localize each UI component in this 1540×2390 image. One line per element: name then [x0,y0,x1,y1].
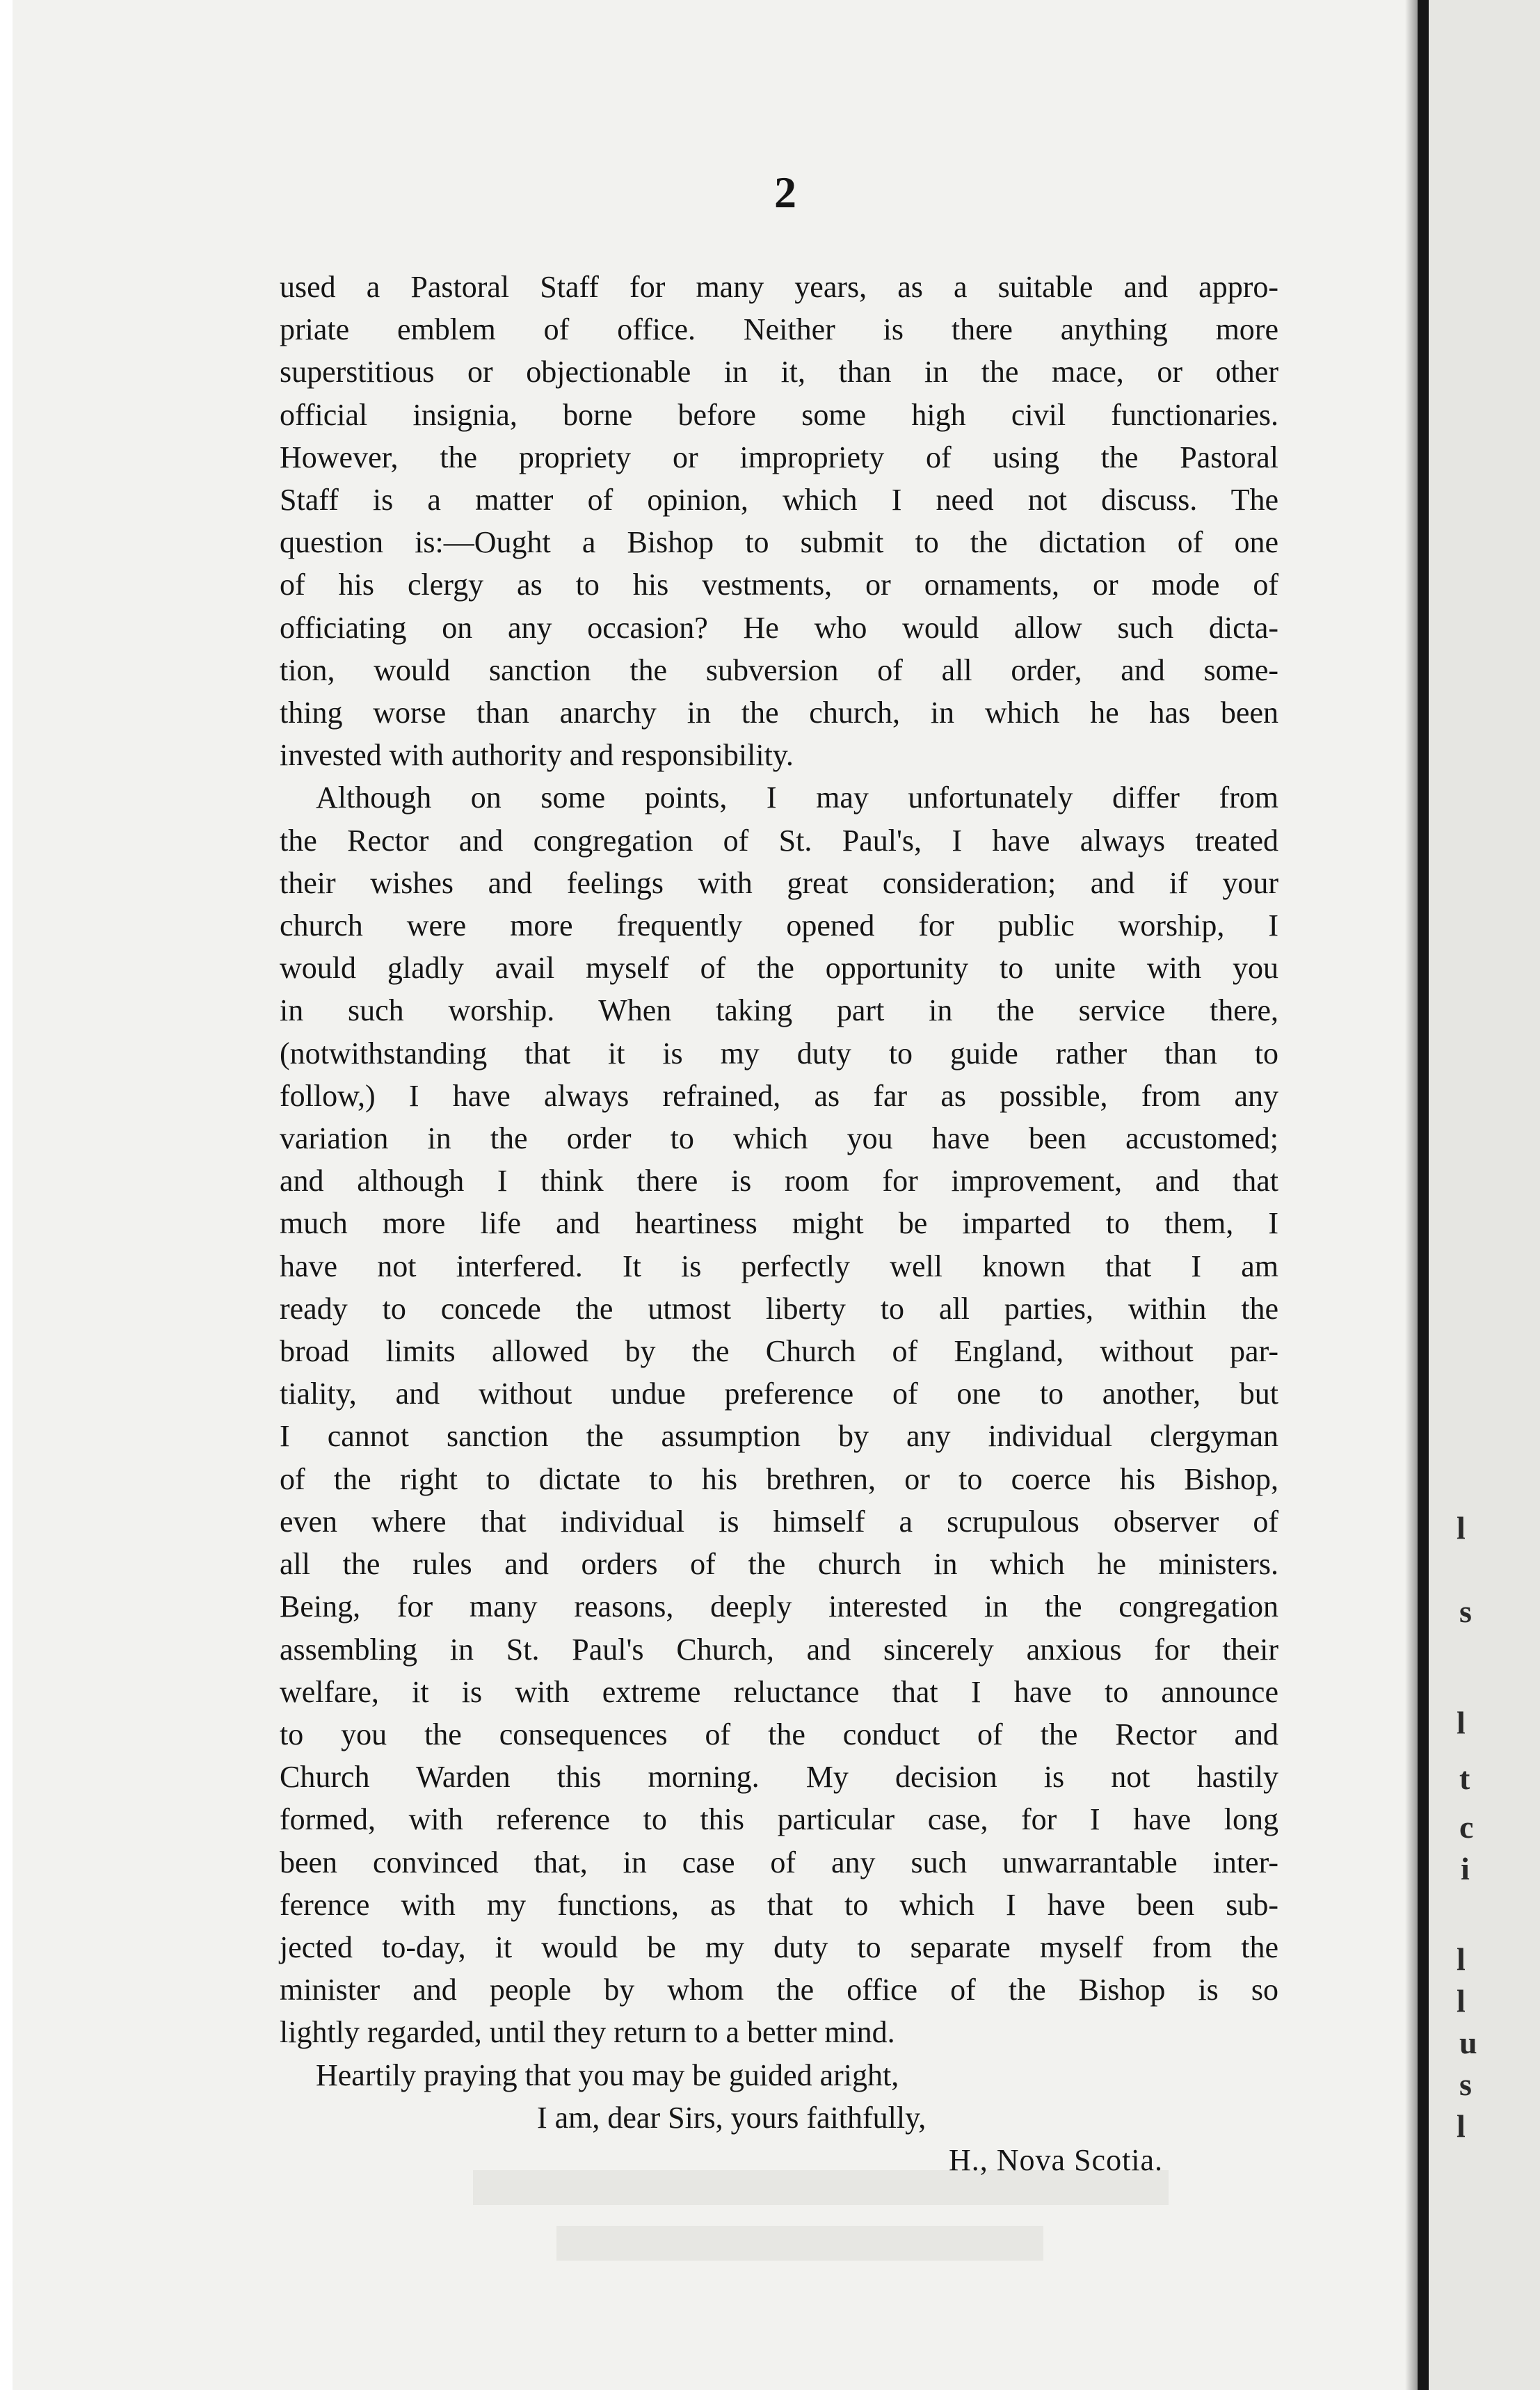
bleed-through-smudge [556,2226,1043,2261]
text-line: lightly regarded, until they return to a better mind. [280,2015,895,2050]
gutter-shadow [1405,0,1418,2390]
text-line: variation in the order to which you have been accustomed; [280,1121,1278,1156]
text-line: in such worship. When taking part in the service there, [280,993,1278,1028]
text-line: official insignia, borne before some high civil functionaries. [280,397,1278,432]
text-line: officiating on any occasion? He who would allow such dicta- [280,610,1278,645]
facing-page-fragment: c [1459,1809,1474,1845]
text-line: minister and people by whom the office of the Bishop is so [280,1973,1278,2007]
text-line: invested with authority and responsibility. [280,738,794,773]
text-line: of his clergy as to his vestments, or ornaments, or mode of [280,568,1278,602]
text-line: superstitious or objectionable in it, than in the mace, or other [280,355,1278,390]
text-line: question is:—Ought a Bishop to submit to the dictation of one [280,525,1278,560]
text-line: the Rector and congregation of St. Paul's, I have always treated [280,823,1278,858]
text-line: have not interfered. It is perfectly well known that I am [280,1249,1278,1283]
binding-gutter [1418,0,1429,2390]
facing-page-fragment: l [1457,1705,1466,1740]
text-line: church were more frequently opened for public worship, I [280,908,1278,943]
text-line: ready to concede the utmost liberty to all parties, within the [280,1291,1278,1326]
text-line: tiality, and without undue preference of one to another, but [280,1377,1278,1411]
text-line: jected to-day, it would be my duty to separate myself from the [280,1930,1278,1964]
text-line: welfare, it is with extreme reluctance that I have to announce [280,1674,1278,1709]
text-line: (notwithstanding that it is my duty to guide rather than to [280,1036,1278,1070]
text-line: and although I think there is room for improvement, and that [280,1164,1278,1198]
text-line: tion, would sanction the subversion of all order, and some- [280,652,1278,687]
text-line: much more life and heartiness might be imparted to them, I [280,1206,1278,1241]
closing-salutation: I am, dear Sirs, yours faithfully, [537,2100,927,2135]
facing-page-fragment: l [1457,1983,1466,2019]
text-line: all the rules and orders of the church in which he ministers. [280,1547,1278,1582]
text-line: follow,) I have always refrained, as far as possible, from any [280,1078,1278,1113]
text-line: I cannot sanction the assumption by any individual clergyman [280,1419,1278,1454]
page-number: 2 [774,168,796,217]
text-line: even where that individual is himself a scrupulous observer of [280,1504,1278,1539]
text-line: assembling in St. Paul's Church, and sincerely anxious for their [280,1632,1278,1667]
text-line: would gladly avail myself of the opportunity to unite with you [280,951,1278,986]
text-line: However, the propriety or impropriety of using the Pastoral [280,440,1278,474]
facing-page-edge [1429,0,1540,2390]
facing-page-fragment: s [1459,2067,1472,2102]
facing-page-fragment: t [1459,1761,1470,1796]
text-line: Being, for many reasons, deeply interested in the congregation [280,1589,1278,1624]
closing-prayer: Heartily praying that you may be guided aright, [316,2058,899,2092]
text-line: to you the consequences of the conduct of the Rector and [280,1717,1278,1751]
facing-page-fragment: l [1457,2108,1466,2144]
facing-page-fragment: l [1457,1941,1466,1977]
text-line: used a Pastoral Staff for many years, as a suitable and appro- [280,270,1278,304]
text-line: formed, with reference to this particular case, for I have long [280,1802,1278,1837]
text-line: been convinced that, in case of any such unwarrantable inter- [280,1845,1278,1879]
text-line: Although on some points, I may unfortunately differ from [316,780,1278,815]
text-line: priate emblem of office. Neither is there anything more [280,312,1278,347]
facing-page-fragment: u [1459,2025,1477,2060]
text-line: thing worse than anarchy in the church, in which he has been [280,696,1278,730]
facing-page-fragment: i [1461,1851,1470,1886]
facing-page-fragment: s [1459,1594,1472,1629]
text-line: their wishes and feelings with great consideration; and if your [280,865,1278,900]
text-line: broad limits allowed by the Church of England, without par- [280,1334,1278,1369]
facing-page-fragment: l [1457,1510,1466,1546]
letter-body [280,266,1278,2181]
text-line: of the right to dictate to his brethren, or to coerce his Bishop, [280,1461,1278,1496]
signature: H., Nova Scotia. [949,2142,1164,2177]
text-line: ference with my functions, as that to which I have been sub- [280,1887,1278,1922]
text-line: Church Warden this morning. My decision is not hastily [280,1760,1278,1795]
text-line: Staff is a matter of opinion, which I need not discuss. The [280,483,1278,518]
